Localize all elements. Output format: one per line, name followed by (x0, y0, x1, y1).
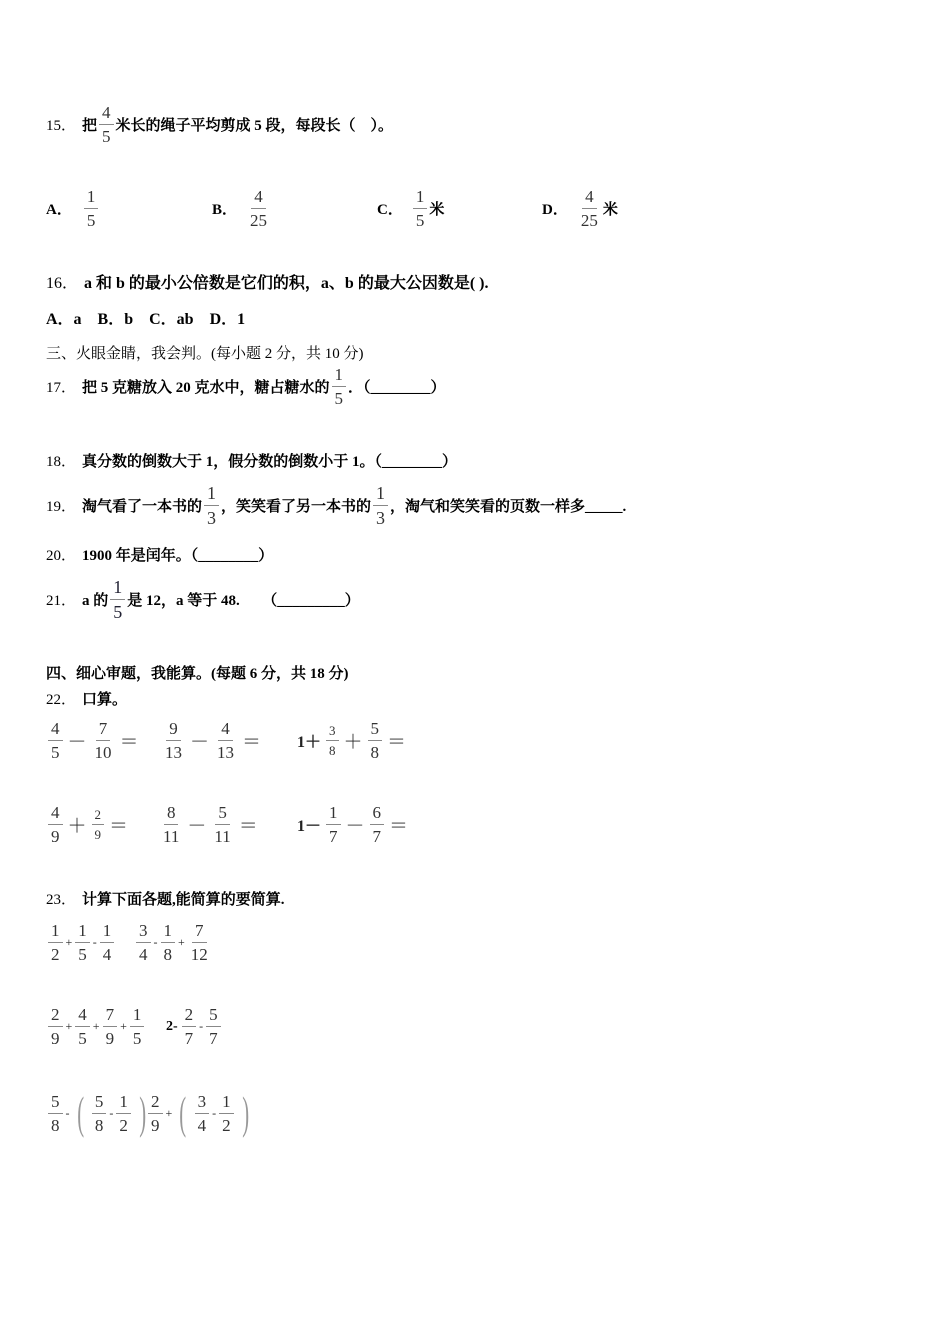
section-title: 四、细心审题，我能算。(每题 6 分，共 18 分) (46, 666, 349, 682)
question-17 (46, 366, 446, 407)
option-c[interactable] (377, 188, 444, 229)
question-number: 17． (46, 380, 77, 396)
left-paren: ( (179, 1087, 187, 1138)
option-d[interactable] (542, 188, 618, 229)
operator: - (109, 1105, 114, 1120)
operator: + (178, 935, 185, 949)
fraction: $\frac{8}{11}$ (163, 803, 180, 846)
question-text: 是 12，a 等于 48. （_________） (127, 593, 360, 609)
operator: - (153, 935, 158, 949)
question-text: 1900 年是闰年。（________） (82, 548, 274, 564)
fraction: $\frac{1}{5}$ (130, 1006, 145, 1047)
equals-sign: ＝ (242, 732, 262, 753)
equals-sign: ＝ (109, 816, 129, 837)
question-16 (46, 270, 488, 293)
fraction: $\frac{1}{8}$ (161, 922, 176, 963)
fraction: $\frac{5}{7}$ (206, 1006, 221, 1047)
question-number: 15． (46, 118, 77, 134)
question-text: a 的 (82, 593, 109, 609)
question-15 (46, 104, 393, 145)
question-number: 16． (46, 275, 79, 292)
question-number: 19． (46, 499, 77, 515)
question-16-options (46, 306, 245, 329)
fraction: $\frac{1}{2}$ (48, 922, 63, 963)
question-20 (46, 544, 273, 565)
fraction: $\frac{2}{9}$ (48, 1006, 63, 1047)
question-text: 淘气看了一本书的 (82, 499, 203, 515)
operator: - (199, 1019, 204, 1033)
question-number: 21． (46, 593, 77, 609)
calc-expression-6 (146, 1087, 255, 1138)
fraction: $\frac{1}{3}$ (204, 484, 219, 527)
oral-calc-3 (294, 720, 409, 761)
operator: + (165, 1105, 173, 1120)
operator: + (65, 935, 73, 949)
operator: － (190, 732, 210, 753)
operator: + (65, 1019, 73, 1033)
fraction: $\frac{2}{9}$ (148, 1093, 163, 1134)
right-paren: ) (139, 1087, 146, 1138)
question-text: ，笑笑看了另一本书的 (221, 499, 372, 515)
question-text: ．（________） (348, 380, 446, 396)
equals-sign: ＝ (389, 816, 409, 837)
question-text: 把 5 克糖放入 20 克水中，糖占糖水的 (82, 380, 330, 396)
leading-term: 2- (166, 1018, 178, 1034)
fraction: $\frac{1}{4}$ (100, 922, 115, 963)
option-b[interactable] (212, 188, 272, 229)
oral-calc-6 (294, 804, 411, 845)
option-label: B． (212, 202, 238, 218)
question-text: 米长的绳子平均剪成 5 段，每段长（ ）。 (115, 118, 394, 134)
fraction: $\frac{7}{9}$ (103, 1006, 118, 1047)
unit: 米 (602, 202, 618, 218)
operator: － (187, 816, 207, 837)
oral-calc-4 (46, 804, 131, 845)
oral-calc-2 (160, 720, 264, 761)
fraction: $\frac{6}{7}$ (370, 804, 385, 845)
question-text: 真分数的倒数大于 1，假分数的倒数小于 1。（________） (82, 454, 458, 470)
fraction: $\frac{1}{5}$ (110, 578, 125, 621)
option-a[interactable] (46, 188, 100, 229)
fraction: $\frac{4}{5}$ (99, 104, 114, 145)
fraction: $\frac{4}{5}$ (48, 720, 63, 761)
fraction: $\frac{3}{8}$ (326, 724, 339, 757)
operator: - (65, 1105, 70, 1120)
fraction: $\frac{1}{5}$ (84, 188, 99, 229)
left-paren: ( (76, 1087, 84, 1138)
fraction: $\frac{1}{5}$ (413, 188, 428, 229)
question-number: 18． (46, 454, 77, 470)
fraction: $\frac{2}{9}$ (92, 808, 105, 841)
fraction: $\frac{5}{8}$ (92, 1093, 107, 1134)
section-4-title (46, 662, 349, 683)
equals-sign: ＝ (119, 732, 139, 753)
calc-expression-4 (166, 1006, 223, 1047)
operator: - (212, 1105, 217, 1120)
section-3-title (46, 342, 364, 363)
leading-term: 1＋ (297, 734, 322, 751)
question-title: 计算下面各题,能简算的要简算. (82, 892, 285, 908)
question-22 (46, 688, 127, 709)
option-label: A． (46, 202, 72, 218)
calc-expression-2 (134, 922, 213, 963)
option-label: D． (542, 202, 568, 218)
fraction: $\frac{5}{8}$ (368, 720, 383, 761)
question-number: 23． (46, 892, 77, 908)
equals-sign: ＝ (387, 732, 407, 753)
calc-expression-5 (46, 1087, 152, 1138)
question-21 (46, 578, 360, 621)
oral-calc-1 (46, 720, 142, 761)
right-paren: ) (241, 1087, 249, 1138)
fraction: $\frac{7}{10}$ (94, 719, 112, 762)
fraction: $\frac{4}{25}$ (250, 187, 268, 230)
oral-calc-5 (158, 804, 261, 845)
calc-expression-3 (46, 1006, 146, 1047)
question-23 (46, 888, 285, 909)
question-title: 口算。 (82, 692, 128, 708)
calc-expression-1 (46, 922, 116, 963)
fraction: $\frac{9}{13}$ (165, 719, 182, 762)
fraction: $\frac{3}{4}$ (195, 1093, 210, 1134)
fraction: $\frac{4}{25}$ (580, 187, 598, 230)
question-text: a 和 b 的最小公倍数是它们的积，a、b 的最大公因数是( ). (84, 275, 489, 292)
operator: - (92, 935, 97, 949)
fraction: $\frac{5}{11}$ (214, 803, 231, 846)
option-label: C． (377, 202, 403, 218)
section-title: 三、火眼金睛，我会判。(每小题 2 分，共 10 分) (46, 346, 364, 362)
question-text: 把 (82, 118, 98, 134)
fraction: $\frac{7}{12}$ (190, 921, 208, 964)
fraction: $\frac{3}{4}$ (136, 922, 151, 963)
operator: + (92, 1019, 100, 1033)
fraction: $\frac{5}{8}$ (48, 1093, 63, 1134)
fraction: $\frac{1}{2}$ (219, 1093, 234, 1134)
fraction: $\frac{1}{7}$ (326, 804, 341, 845)
operator: ＋ (67, 816, 87, 837)
operator: － (345, 816, 365, 837)
fraction: $\frac{4}{5}$ (75, 1006, 90, 1047)
operator: ＋ (343, 732, 363, 753)
question-number: 22． (46, 692, 77, 708)
options-text: A．a B．b C．ab D．1 (46, 311, 246, 328)
question-19 (46, 484, 626, 527)
equals-sign: ＝ (238, 816, 258, 837)
question-18 (46, 450, 457, 471)
fraction: $\frac{4}{9}$ (48, 804, 63, 845)
fraction: $\frac{1}{5}$ (75, 922, 90, 963)
leading-term: 1－ (297, 818, 322, 835)
fraction: $\frac{2}{7}$ (182, 1006, 197, 1047)
fraction: $\frac{1}{2}$ (116, 1093, 131, 1134)
operator: － (67, 732, 87, 753)
unit: 米 (429, 202, 445, 218)
question-number: 20． (46, 548, 77, 564)
operator: + (120, 1019, 127, 1033)
fraction: $\frac{1}{3}$ (373, 484, 388, 527)
question-text: ，淘气和笑笑看的页数一样多_____. (390, 499, 627, 515)
fraction: $\frac{1}{5}$ (332, 366, 347, 407)
fraction: $\frac{4}{13}$ (217, 719, 235, 762)
